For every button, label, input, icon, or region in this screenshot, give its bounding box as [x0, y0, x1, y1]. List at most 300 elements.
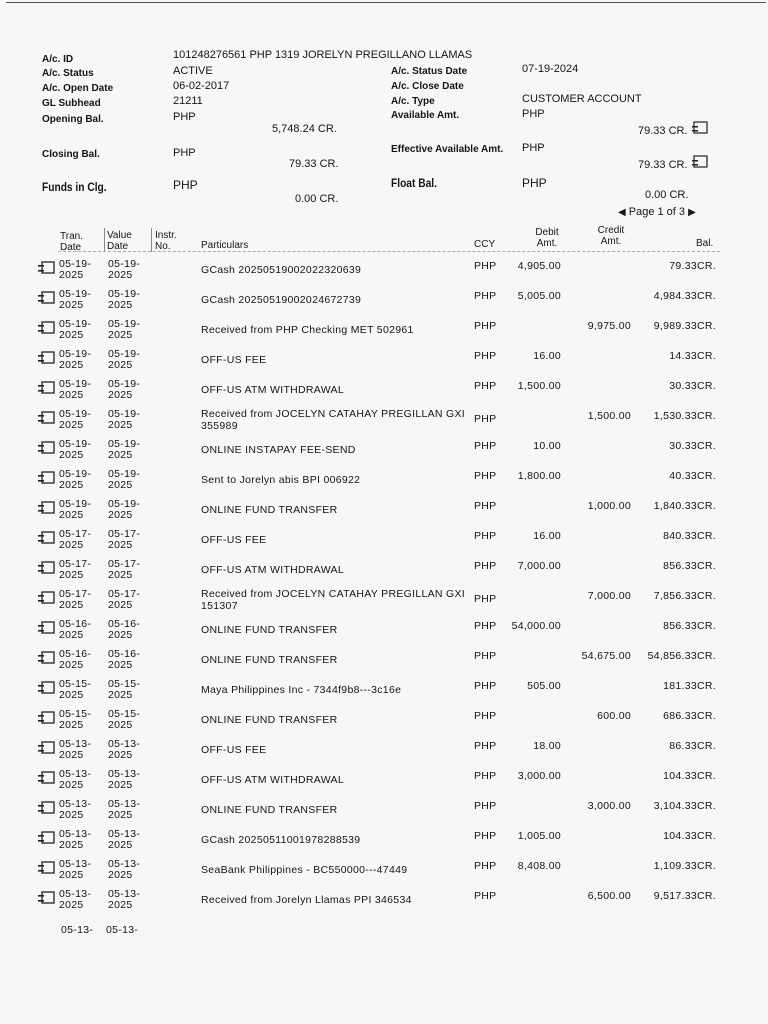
value-date — [108, 799, 152, 821]
value-date — [108, 409, 152, 431]
debit-amount: 4,905.00 — [517, 260, 561, 272]
header-credit-line1: Credit — [597, 225, 625, 236]
pager-text: Page 1 of 3 — [628, 206, 686, 218]
value-date-line1: 05-19- — [108, 498, 141, 510]
copy-icon[interactable] — [38, 350, 56, 366]
table-row — [0, 348, 768, 378]
value-date-line1: 05-19- — [108, 288, 141, 300]
copy-icon[interactable] — [38, 440, 56, 456]
header-instr-no — [155, 230, 177, 252]
value-date-line2: 2025 — [108, 389, 133, 401]
value-date-line2: 2025 — [108, 419, 133, 431]
currency: PHP — [474, 740, 497, 752]
table-row — [0, 288, 768, 318]
effective-available-value: 79.33 CR. — [638, 159, 688, 171]
tran-date — [59, 439, 103, 461]
debit-amount: 3,000.00 — [517, 770, 561, 782]
table-row — [0, 528, 768, 558]
particulars: Received from JOCELYN CATAHAY PREGILLAN GXI 151307 — [201, 588, 466, 612]
value-date — [108, 889, 152, 911]
currency: PHP — [474, 470, 497, 482]
tran-date — [59, 859, 103, 881]
balance: 840.33CR. — [663, 530, 716, 542]
value-date — [108, 289, 152, 311]
tran-date-line2: 2025 — [59, 539, 84, 551]
credit-amount: 7,000.00 — [587, 590, 631, 602]
value-date — [108, 709, 152, 731]
balance: 30.33CR. — [669, 440, 716, 452]
table-row — [0, 738, 768, 768]
float-balance-label: Float Bal. — [391, 176, 437, 190]
currency: PHP — [474, 860, 497, 872]
value-date-line1: 05-13- — [108, 858, 141, 870]
table-row — [0, 408, 768, 438]
value-date-line1: 05-19- — [108, 438, 141, 450]
credit-amount: 54,675.00 — [581, 650, 631, 662]
tran-date-line1: 05-13- — [59, 858, 92, 870]
table-row — [0, 588, 768, 618]
particulars: OFF-US FEE — [201, 534, 267, 546]
header-debit-line1: Debit — [535, 227, 559, 238]
tran-date-line1: 05-13- — [59, 738, 92, 750]
pager — [618, 206, 696, 218]
tran-date — [59, 559, 103, 581]
particulars: Received from Jorelyn Llamas PPI 346534 — [201, 894, 412, 906]
tran-date — [59, 649, 103, 671]
value-date-line2: 2025 — [108, 599, 133, 611]
currency: PHP — [474, 440, 497, 452]
tran-date — [59, 349, 103, 371]
header-tran-line2: Date — [60, 242, 82, 253]
value-date-line1: 05-19- — [108, 408, 141, 420]
particulars: ONLINE FUND TRANSFER — [201, 654, 338, 666]
balance: 856.33CR. — [663, 560, 716, 572]
tran-date — [59, 409, 103, 431]
copy-icon[interactable] — [38, 770, 56, 786]
debit-amount: 18.00 — [533, 740, 561, 752]
table-row — [0, 468, 768, 498]
header-debit-line2: Amt. — [536, 238, 558, 249]
prev-page-icon[interactable]: ◀ — [618, 207, 626, 218]
balance: 86.33CR. — [669, 740, 716, 752]
particulars: OFF-US FEE — [201, 354, 267, 366]
balance: 40.33CR. — [669, 470, 716, 482]
header-tran-date — [60, 231, 83, 253]
value-date-line2: 2025 — [108, 659, 133, 671]
tran-date-line1: 05-19- — [59, 498, 92, 510]
currency: PHP — [474, 890, 497, 902]
particulars: Sent to Jorelyn abis BPI 006922 — [201, 474, 361, 486]
debit-amount: 8,408.00 — [517, 860, 561, 872]
effective-available-ccy: PHP — [522, 142, 545, 154]
value-date — [108, 379, 152, 401]
balance: 686.33CR. — [663, 710, 716, 722]
tran-date-line1: 05-19- — [59, 408, 92, 420]
debit-amount: 1,005.00 — [517, 830, 561, 842]
debit-amount: 1,500.00 — [517, 380, 561, 392]
currency: PHP — [474, 290, 497, 302]
debit-amount: 16.00 — [533, 350, 561, 362]
closing-balance-ccy: PHP — [173, 147, 196, 159]
balance: 9,517.33CR. — [653, 890, 716, 902]
account-open-date-label: A/c. Open Date — [42, 83, 114, 94]
tran-date — [59, 889, 103, 911]
balance: 7,856.33CR. — [653, 590, 716, 602]
value-date-line1: 05-13- — [108, 798, 141, 810]
opening-balance-ccy: PHP — [173, 111, 196, 123]
header-value-line2: Date — [107, 241, 129, 252]
tran-date-line2: 2025 — [59, 389, 84, 401]
value-date-line2: 2025 — [108, 719, 133, 731]
value-date-line1: 05-13- — [108, 768, 141, 780]
account-status-value: ACTIVE — [173, 65, 213, 77]
debit-amount: 7,000.00 — [517, 560, 561, 572]
copy-icon[interactable] — [38, 830, 56, 846]
particulars: GCash 20250511001978288539 — [201, 834, 361, 846]
credit-amount: 9,975.00 — [587, 320, 631, 332]
float-balance-ccy: PHP — [522, 176, 547, 190]
value-date — [108, 769, 152, 791]
currency: PHP — [474, 500, 497, 512]
tran-date-line1: 05-19- — [59, 468, 92, 480]
currency: PHP — [474, 413, 497, 425]
credit-amount: 6,500.00 — [587, 890, 631, 902]
header-instr-line1: Instr. — [155, 230, 177, 241]
debit-amount: 16.00 — [533, 530, 561, 542]
value-date-line1: 05-17- — [108, 528, 141, 540]
closing-balance-label: Closing Bal. — [42, 149, 100, 160]
balance: 30.33CR. — [669, 380, 716, 392]
balance: 104.33CR. — [663, 830, 716, 842]
copy-icon[interactable] — [38, 380, 56, 396]
table-row — [0, 888, 768, 918]
account-status-label: A/c. Status — [42, 68, 94, 79]
value-date-line1: 05-13- — [108, 888, 141, 900]
header-tran-line1: Tran. — [60, 231, 83, 242]
credit-amount: 600.00 — [597, 710, 631, 722]
particulars: Received from PHP Checking MET 502961 — [201, 324, 414, 336]
value-date-line2: 2025 — [108, 509, 133, 521]
header-credit-amt — [594, 225, 628, 247]
balance: 4,984.33CR. — [653, 290, 716, 302]
balance: 3,104.33CR. — [653, 800, 716, 812]
header-balance: Bal. — [696, 238, 714, 249]
tran-date-line2: 2025 — [59, 809, 84, 821]
tran-date — [59, 799, 103, 821]
copy-icon[interactable] — [38, 470, 56, 486]
tran-date-line2: 2025 — [59, 509, 84, 521]
tran-date-line2: 2025 — [59, 899, 84, 911]
value-date — [108, 559, 152, 581]
particulars: OFF-US FEE — [201, 744, 267, 756]
tran-date-line1: 05-17- — [59, 588, 92, 600]
particulars: Maya Philippines Inc - 7344f9b8---3c16e — [201, 684, 402, 696]
copy-icon[interactable] — [692, 154, 710, 170]
tran-date-line1: 05-13- — [59, 768, 92, 780]
table-row — [0, 318, 768, 348]
credit-amount: 3,000.00 — [587, 800, 631, 812]
table-row — [0, 798, 768, 828]
close-date-label: A/c. Close Date — [391, 81, 464, 92]
funds-in-clearing-label: Funds in Clg. — [42, 180, 107, 194]
value-date-line2: 2025 — [108, 269, 133, 281]
value-date-line2: 2025 — [108, 539, 133, 551]
value-date-line2: 2025 — [108, 449, 133, 461]
copy-icon[interactable] — [38, 860, 56, 876]
tran-date — [59, 529, 103, 551]
balance: 181.33CR. — [663, 680, 716, 692]
tran-date-line1: 05-19- — [59, 438, 92, 450]
tran-date-line1: 05-15- — [59, 678, 92, 690]
header-value-line1: Value — [107, 230, 132, 241]
balance: 856.33CR. — [663, 620, 716, 632]
value-date — [108, 859, 152, 881]
currency: PHP — [474, 800, 497, 812]
tran-date-line2: 2025 — [59, 449, 84, 461]
value-date-line1: 05-19- — [108, 318, 141, 330]
account-open-date-value: 06-02-2017 — [173, 80, 230, 92]
tran-date-line2: 2025 — [59, 299, 84, 311]
particulars: OFF-US ATM WITHDRAWAL — [201, 774, 344, 786]
table-row — [0, 258, 768, 288]
tran-date — [59, 769, 103, 791]
value-date — [108, 319, 152, 341]
top-border-line — [6, 2, 766, 3]
balance: 104.33CR. — [663, 770, 716, 782]
currency: PHP — [474, 770, 497, 782]
header-particulars: Particulars — [201, 240, 249, 251]
tran-date-line1: 05-13- — [59, 828, 92, 840]
tran-date-line2: 2025 — [59, 629, 84, 641]
tran-date-line1: 05-17- — [59, 528, 92, 540]
copy-icon[interactable] — [38, 500, 56, 516]
tran-date — [59, 589, 103, 611]
value-date — [108, 739, 152, 761]
effective-available-label: Effective Available Amt. — [391, 144, 504, 155]
debit-amount: 505.00 — [527, 680, 561, 692]
value-date — [108, 439, 152, 461]
account-type-label: A/c. Type — [391, 96, 435, 107]
gl-subhead-value: 21211 — [173, 95, 203, 107]
value-date-line1: 05-15- — [108, 708, 141, 720]
closing-balance-amount: 79.33 CR. — [289, 158, 339, 170]
particulars: OFF-US ATM WITHDRAWAL — [201, 384, 344, 396]
available-amount-ccy: PHP — [522, 108, 545, 120]
status-date-value: 07-19-2024 — [522, 63, 579, 75]
particulars: OFF-US ATM WITHDRAWAL — [201, 564, 344, 576]
account-id-value: 101248276561 PHP 1319 JORELYN PREGILLANO LLAMAS — [173, 49, 473, 61]
next-page-icon[interactable]: ▶ — [688, 207, 696, 218]
value-date-line1: 05-19- — [108, 468, 141, 480]
copy-icon[interactable] — [38, 530, 56, 546]
value-date-line2: 2025 — [108, 839, 133, 851]
value-date-line1: 05-19- — [108, 258, 141, 270]
value-date-line2: 2025 — [108, 869, 133, 881]
tran-date-line1: 05-16- — [59, 618, 92, 630]
copy-icon[interactable] — [38, 890, 56, 906]
transactions-list — [0, 258, 768, 918]
currency: PHP — [474, 830, 497, 842]
header-debit-amt — [532, 227, 562, 249]
copy-icon[interactable] — [38, 710, 56, 726]
value-date-line1: 05-17- — [108, 588, 141, 600]
header-divider — [104, 228, 105, 252]
tran-date-line2: 2025 — [59, 659, 84, 671]
tran-date — [59, 289, 103, 311]
copy-icon[interactable] — [38, 410, 56, 426]
tran-date-line2: 2025 — [59, 689, 84, 701]
funds-in-clearing-ccy: PHP — [173, 178, 198, 192]
particulars: ONLINE FUND TRANSFER — [201, 714, 338, 726]
debit-amount: 1,800.00 — [517, 470, 561, 482]
value-date-line1: 05-17- — [108, 558, 141, 570]
tran-date-line1: 05-19- — [59, 258, 92, 270]
particulars: GCash 20250519002024672739 — [201, 294, 362, 306]
tran-date-line1: 05-19- — [59, 348, 92, 360]
table-row — [0, 648, 768, 678]
opening-balance-amount: 5,748.24 CR. — [272, 123, 337, 135]
particulars: ONLINE FUND TRANSFER — [201, 804, 338, 816]
currency: PHP — [474, 260, 497, 272]
account-id-label: A/c. ID — [42, 54, 74, 65]
value-date-line1: 05-13- — [108, 828, 141, 840]
tran-date-line2: 2025 — [59, 719, 84, 731]
credit-amount: 1,000.00 — [587, 500, 631, 512]
copy-icon[interactable] — [38, 320, 56, 336]
tran-date-line2: 2025 — [59, 359, 84, 371]
balance: 1,109.33CR. — [653, 860, 716, 872]
value-date-line1: 05-19- — [108, 348, 141, 360]
table-row — [0, 438, 768, 468]
copy-icon[interactable] — [692, 120, 710, 136]
copy-icon[interactable] — [38, 650, 56, 666]
currency: PHP — [474, 350, 497, 362]
header-value-date — [107, 230, 132, 252]
balance: 1,530.33CR. — [653, 410, 716, 422]
balance: 1,840.33CR. — [653, 500, 716, 512]
balance: 14.33CR. — [669, 350, 716, 362]
tran-date — [59, 259, 103, 281]
currency: PHP — [474, 320, 497, 332]
copy-icon[interactable] — [38, 740, 56, 756]
tran-date — [59, 469, 103, 491]
tran-date-line1: 05-19- — [59, 288, 92, 300]
currency: PHP — [474, 620, 497, 632]
value-date — [108, 679, 152, 701]
tran-date-line1: 05-16- — [59, 648, 92, 660]
tran-date — [59, 379, 103, 401]
header-divider — [151, 228, 152, 252]
value-date-line2: 2025 — [108, 629, 133, 641]
particulars: ONLINE FUND TRANSFER — [201, 624, 338, 636]
currency: PHP — [474, 710, 497, 722]
copy-icon[interactable] — [38, 680, 56, 696]
copy-icon[interactable] — [38, 620, 56, 636]
tran-date-line2: 2025 — [59, 479, 84, 491]
header-underline — [58, 251, 720, 252]
tran-date — [59, 319, 103, 341]
opening-balance-label: Opening Bal. — [42, 114, 104, 125]
partial-row-tran-date: 05-13- — [61, 924, 94, 936]
tran-date-line1: 05-19- — [59, 378, 92, 390]
tran-date-line2: 2025 — [59, 869, 84, 881]
copy-icon[interactable] — [38, 290, 56, 306]
tran-date — [59, 739, 103, 761]
table-row — [0, 378, 768, 408]
currency: PHP — [474, 593, 497, 605]
tran-date-line1: 05-15- — [59, 708, 92, 720]
table-row — [0, 558, 768, 588]
table-row — [0, 708, 768, 738]
currency: PHP — [474, 650, 497, 662]
debit-amount: 5,005.00 — [517, 290, 561, 302]
available-amount-label: Available Amt. — [391, 110, 460, 121]
value-date — [108, 829, 152, 851]
copy-icon[interactable] — [38, 560, 56, 576]
currency: PHP — [474, 380, 497, 392]
available-amount-value: 79.33 CR. — [638, 125, 688, 137]
balance: 54,856.33CR. — [647, 650, 716, 662]
particulars: GCash 20250519002022320639 — [201, 264, 362, 276]
table-row — [0, 678, 768, 708]
value-date-line1: 05-16- — [108, 648, 141, 660]
tran-date-line1: 05-19- — [59, 318, 92, 330]
debit-amount: 54,000.00 — [511, 620, 561, 632]
tran-date — [59, 619, 103, 641]
partial-row-value-date: 05-13- — [106, 924, 139, 936]
value-date — [108, 619, 152, 641]
currency: PHP — [474, 530, 497, 542]
value-date-line2: 2025 — [108, 299, 133, 311]
copy-icon[interactable] — [38, 800, 56, 816]
value-date-line2: 2025 — [108, 689, 133, 701]
gl-subhead-label: GL Subhead — [42, 98, 101, 109]
value-date-line1: 05-15- — [108, 678, 141, 690]
value-date — [108, 469, 152, 491]
table-row — [0, 858, 768, 888]
particulars: ONLINE INSTAPAY FEE-SEND — [201, 444, 356, 456]
tran-date — [59, 709, 103, 731]
currency: PHP — [474, 560, 497, 572]
header-ccy: CCY — [474, 239, 496, 250]
tran-date-line2: 2025 — [59, 329, 84, 341]
copy-icon[interactable] — [38, 590, 56, 606]
value-date-line2: 2025 — [108, 329, 133, 341]
tran-date-line2: 2025 — [59, 749, 84, 761]
tran-date-line1: 05-17- — [59, 558, 92, 570]
funds-in-clearing-amount: 0.00 CR. — [295, 193, 339, 205]
value-date — [108, 259, 152, 281]
tran-date-line2: 2025 — [59, 779, 84, 791]
credit-amount: 1,500.00 — [587, 410, 631, 422]
value-date-line2: 2025 — [108, 569, 133, 581]
copy-icon[interactable] — [38, 260, 56, 276]
header-credit-line2: Amt. — [600, 236, 622, 247]
particulars: ONLINE FUND TRANSFER — [201, 504, 338, 516]
particulars: SeaBank Philippines - BC550000---47449 — [201, 864, 408, 876]
tran-date — [59, 829, 103, 851]
value-date-line2: 2025 — [108, 779, 133, 791]
tran-date-line2: 2025 — [59, 269, 84, 281]
tran-date-line1: 05-13- — [59, 888, 92, 900]
float-balance-amount: 0.00 CR. — [645, 189, 689, 201]
value-date-line1: 05-16- — [108, 618, 141, 630]
value-date-line2: 2025 — [108, 899, 133, 911]
table-row — [0, 768, 768, 798]
value-date — [108, 649, 152, 671]
table-row — [0, 828, 768, 858]
tran-date — [59, 679, 103, 701]
